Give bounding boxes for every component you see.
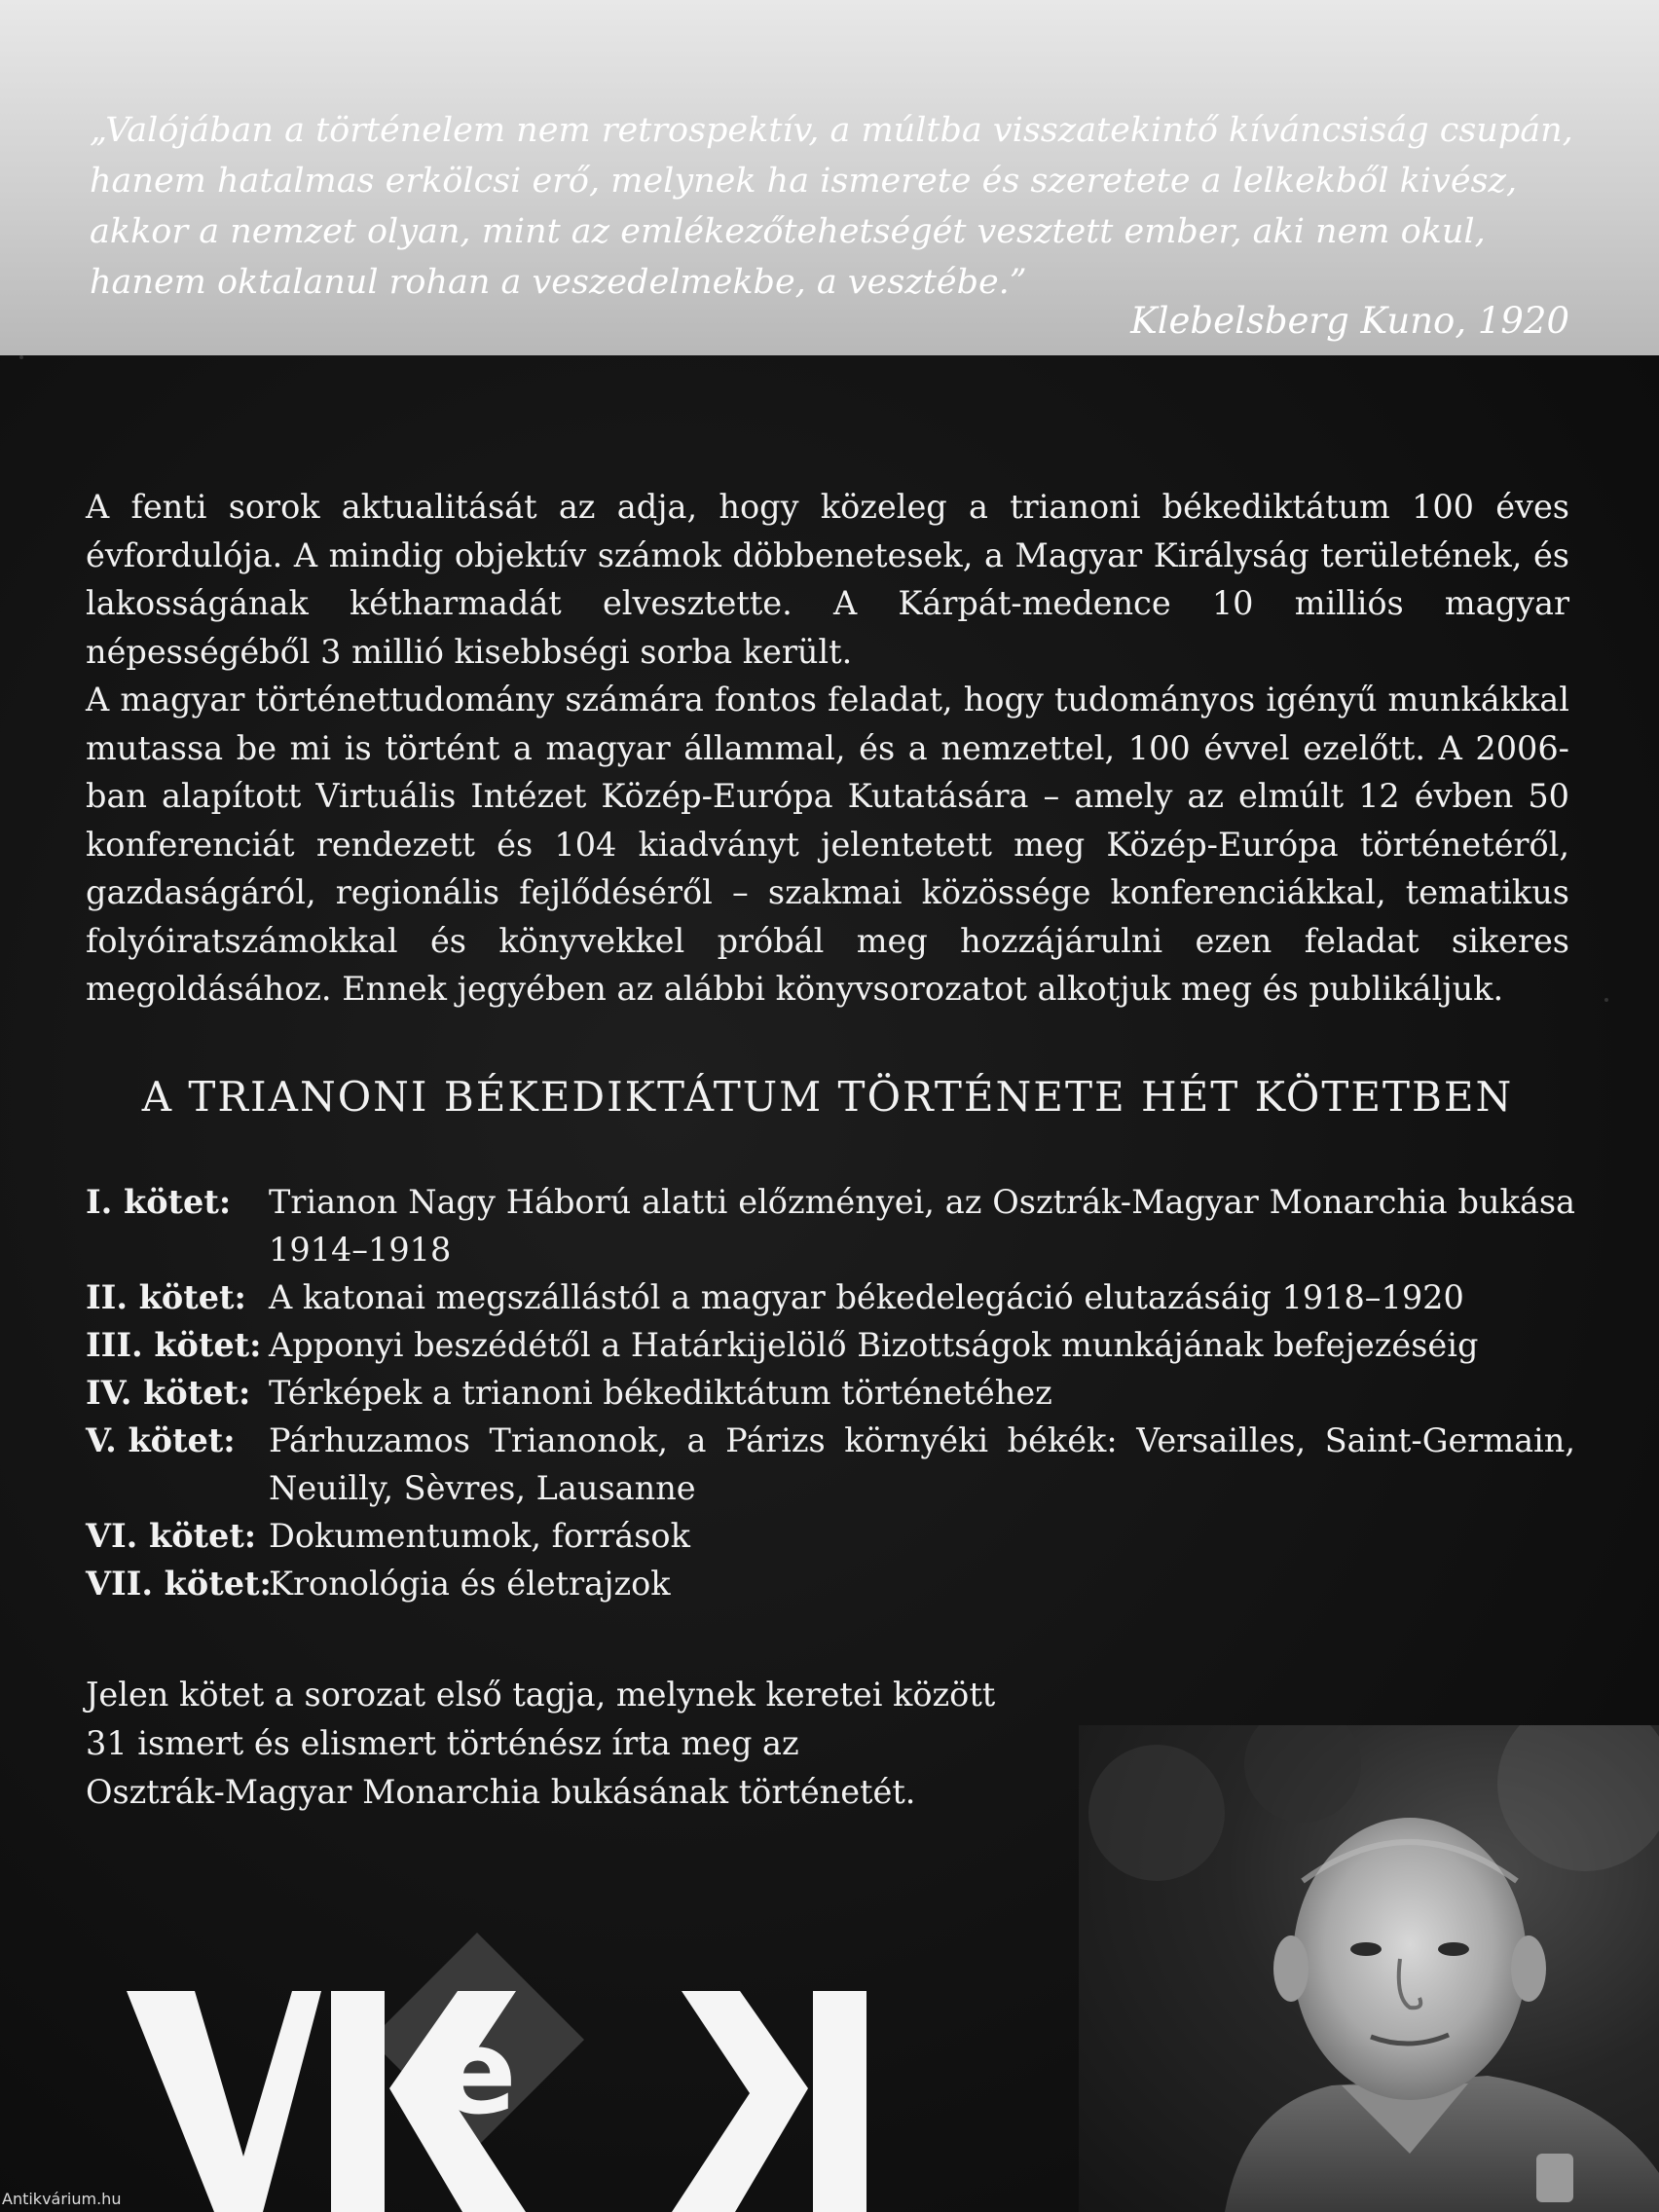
quote-band — [0, 0, 1659, 355]
intro-paragraph-1: A fenti sorok aktualitását az adja, hogy közeleg a trianoni békediktátum 100 éves évfordulója. A mindig objektív számok döbbenetesek, a Magyar Királyság területének, és lakosságának kétharmadát elvesztette. A Kárpát-medence 10 milliós magyar népességéből 3 millió kisebbségi sorba került. — [86, 488, 1569, 671]
volume-item — [86, 1321, 1575, 1369]
quote-author: Klebelsberg Kuno, 1920 — [1130, 300, 1569, 342]
volume-item — [86, 1417, 1575, 1512]
volume-label: VI. kötet: — [86, 1517, 257, 1555]
volume-item — [86, 1560, 1575, 1607]
volume-item — [86, 1369, 1575, 1417]
intro-text — [86, 483, 1569, 1014]
volume-label: VII. kötet: — [86, 1565, 272, 1603]
volume-label: III. kötet: — [86, 1326, 262, 1364]
volume-title: Kronológia és életrajzok — [269, 1565, 671, 1603]
volume-item — [86, 1178, 1575, 1273]
volume-title: Dokumentumok, források — [269, 1517, 690, 1555]
logo-e-letter: e — [437, 2006, 517, 2141]
volume-list — [86, 1178, 1575, 1607]
volume-label: II. kötet: — [86, 1278, 246, 1316]
volume-title: A katonai megszállástól a magyar békedelegáció elutazásáig 1918–1920 — [269, 1278, 1464, 1316]
volume-label: IV. kötet: — [86, 1374, 251, 1412]
volume-title: Térképek a trianoni békediktátum történetéhez — [269, 1374, 1052, 1412]
closing-line-3: Osztrák-Magyar Monarchia bukásának történetét. — [86, 1773, 916, 1811]
watermark: Antikvárium.hu — [2, 2190, 122, 2208]
volume-item — [86, 1512, 1575, 1560]
author-photo — [1079, 1725, 1659, 2212]
volume-label: I. kötet: — [86, 1183, 232, 1221]
volume-label: V. kötet: — [86, 1421, 236, 1459]
closing-line-2: 31 ismert és elismert történész írta meg az — [86, 1724, 799, 1762]
author-portrait-image — [1079, 1725, 1659, 2212]
closing-line-1: Jelen kötet a sorozat első tagja, melynek keretei között — [86, 1676, 996, 1714]
series-title: A TRIANONI BÉKEDIKTÁTUM TÖRTÉNETE HÉT KÖTETBEN — [141, 1073, 1514, 1121]
volume-title: Párhuzamos Trianonok, a Párizs környéki békék: Versailles, Saint-Germain, Neuilly, Sèvres, Lausanne — [269, 1421, 1575, 1507]
epigraph-quote: „Valójában a történelem nem retrospektív, a múltba visszatekintő kíváncsiság csupán, hanem hatalmas erkölcsi erő, melynek ha ismerete és szeretete a lelkekből kivész, akkor a nemzet olyan, mint az emlékezőtehetségét vesztett ember, aki nem okul, hanem oktalanul rohan a veszedelmekbe, a vesztébe.” — [90, 111, 1573, 302]
volume-item — [86, 1273, 1575, 1321]
closing-text — [86, 1671, 1020, 1817]
volume-title: Apponyi beszédétől a Határkijelölő Bizottságok munkájának befejezéséig — [269, 1326, 1479, 1364]
volume-title: Trianon Nagy Háború alatti előzményei, az Osztrák-Magyar Monarchia bukása 1914–1918 — [269, 1183, 1575, 1269]
intro-paragraph-2: A magyar történettudomány számára fontos feladat, hogy tudományos igényű munkákkal mutassa be mi is történt a magyar állammal, és a nemzettel, 100 évvel ezelőtt. A 2006-ban alapított Virtuális Intézet Közép-Európa Kutatására – amely az elmúlt 12 évben 50 konferenciát rendezett és 104 kiadványt jelentetett meg Közép-Európa történetéről, gazdaságáról, regionális fejlődéséről – szakmai közössége konferenciákkal, tematikus folyóiratszámokkal és könyvekkel próbál meg hozzájárulni ezen feladat sikeres megoldásához. Ennek jegyében az alábbi könyvsorozatot alkotjuk meg és publikáljuk. — [86, 681, 1569, 1008]
vikek-logo — [127, 1933, 886, 2212]
